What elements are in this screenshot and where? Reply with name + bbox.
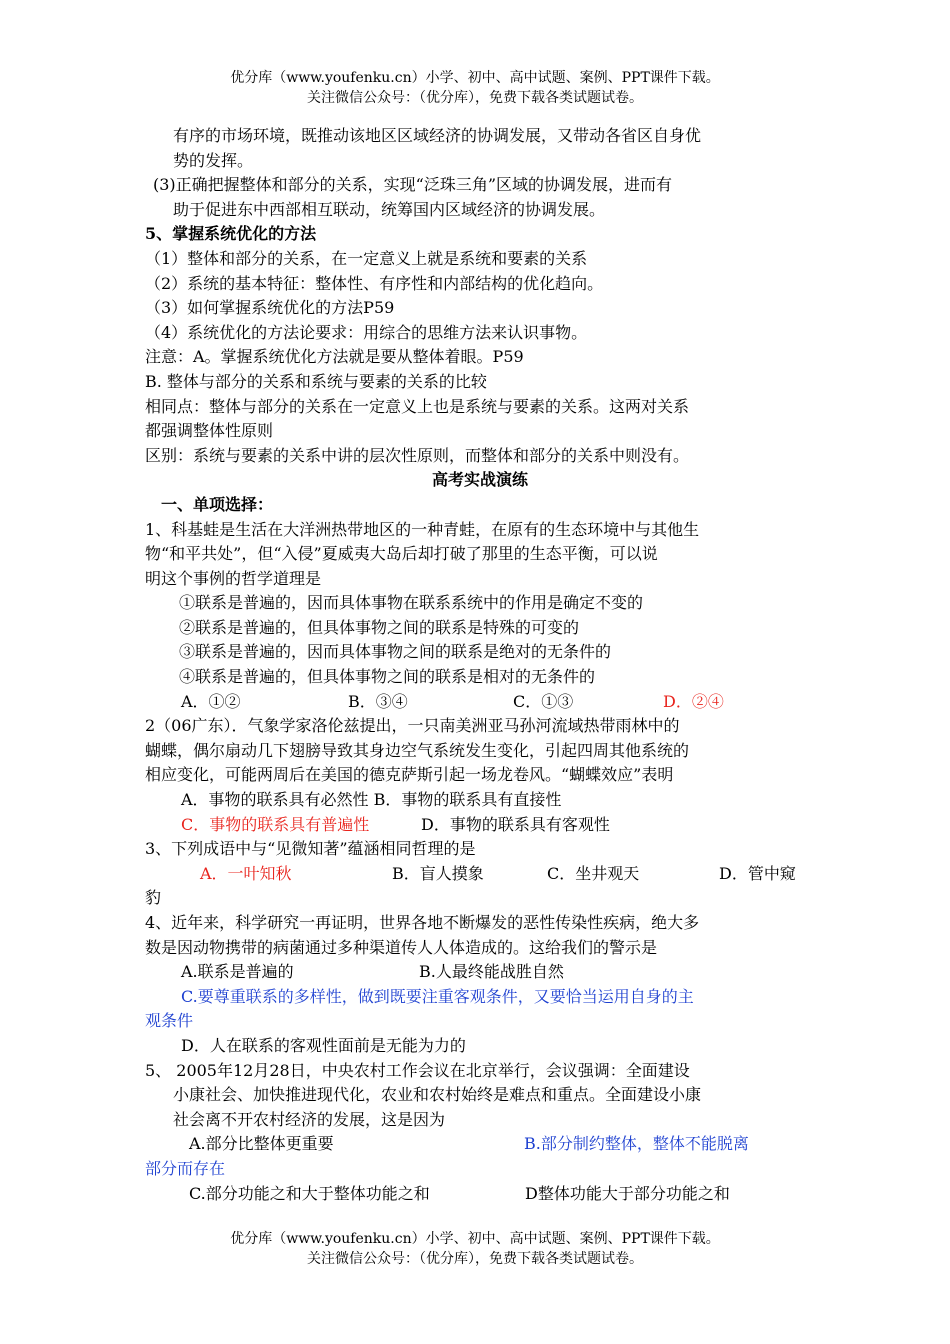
text-line: 相同点：整体与部分的关系在一定意义上也是系统与要素的关系。这两对关系	[145, 396, 690, 416]
question-2-line: 相应变化，可能两周后在美国的德克萨斯引起一场龙卷风。“蝴蝶效应”表明	[145, 765, 674, 785]
option-b: B．③④	[348, 691, 408, 711]
footer-line-1: 优分库（www.youfenku.cn）小学、初中、高中试题、案例、PPT课件下载。	[230, 1231, 720, 1247]
text-line: （4）系统优化的方法论要求：用综合的思维方法来认识事物。	[145, 322, 588, 342]
option-a-answer: A．一叶知秋	[200, 863, 292, 883]
option-b: B．盲人摸象	[392, 863, 484, 883]
question-4-line: 4、近年来，科学研究一再证明，世界各地不断爆发的恶性传染性疾病，绝大多	[145, 913, 700, 932]
footer-line-2: 关注微信公众号：（优分库），免费下载各类试题试卷。	[307, 1251, 643, 1267]
question-1-statement: ③联系是普遍的，因而具体事物之间的联系是绝对的无条件的	[179, 642, 612, 662]
question-1-line: 物“和平共处”，但“入侵”夏威夷大岛后却打破了那里的生态平衡，可以说	[145, 544, 658, 564]
option-a: A.联系是普遍的	[181, 962, 294, 982]
option-c-answer: C．事物的联系具有普遍性	[181, 814, 370, 834]
text-line: (3)正确把握整体和部分的关系，实现“泛珠三角”区域的协调发展，进而有	[153, 175, 673, 195]
text-line: （3）如何掌握系统优化的方法P59	[145, 298, 395, 318]
option-b-answer: B.部分制约整体，整体不能脱离	[524, 1134, 749, 1154]
text-line: （1）整体和部分的关系，在一定意义上就是系统和要素的关系	[145, 248, 588, 268]
header-line-1: 优分库（www.youfenku.cn）小学、初中、高中试题、案例、PPT课件下载。	[230, 70, 720, 86]
option-c-answer: C.要尊重联系的多样性，做到既要注重客观条件，又要恰当运用自身的主	[181, 986, 694, 1006]
option-d: D整体功能大于部分功能之和	[525, 1183, 730, 1203]
text-line: 有序的市场环境，既推动该地区区域经济的协调发展，又带动各省区自身优	[173, 126, 702, 145]
option-b-answer-wrap: 部分而存在	[145, 1158, 226, 1178]
exercise-subtitle: 一、单项选择：	[161, 494, 274, 514]
page-footer	[0, 1229, 950, 1269]
option-d: D．事物的联系具有客观性	[421, 814, 610, 834]
question-3-wrap: 豹	[145, 888, 162, 908]
question-5-line: 5、 2005年12月28日，中央农村工作会议在北京举行，会议强调：全面建设	[145, 1060, 690, 1080]
text-line: 都强调整体性原则	[145, 421, 274, 441]
text-line: 助于促进东中西部相互联动，统筹国内区域经济的协调发展。	[173, 199, 606, 219]
question-3-options	[145, 862, 815, 887]
page-header	[0, 68, 950, 108]
question-2-options-ab: A．事物的联系具有必然性 B．事物的联系具有直接性	[181, 790, 562, 810]
question-2-line: 2（06广东）．气象学家洛伦兹提出，一只南美洲亚马孙河流域热带雨林中的	[145, 716, 680, 736]
question-1-statement: ④联系是普遍的，但具体事物之间的联系是相对的无条件的	[179, 667, 596, 687]
option-d: D．人在联系的客观性面前是无能为力的	[181, 1035, 466, 1055]
text-line: （2）系统的基本特征：整体性、有序性和内部结构的优化趋向。	[145, 273, 604, 293]
option-c-answer-wrap: 观条件	[145, 1011, 194, 1031]
question-2-options-cd	[145, 813, 815, 838]
exercise-title: 高考实战演练	[431, 470, 528, 490]
document-body	[145, 124, 815, 1206]
question-1-options	[145, 690, 815, 715]
option-a: A．①②	[181, 691, 241, 711]
option-a: A.部分比整体更重要	[189, 1134, 334, 1154]
question-2-line: 蝴蝶，偶尔扇动几下翅膀导致其身边空气系统发生变化，引起四周其他系统的	[145, 740, 690, 760]
text-line: B. 整体与部分的关系和系统与要素的关系的比较	[145, 371, 487, 391]
section-heading: 5、掌握系统优化的方法	[145, 224, 317, 244]
question-1-line: 明这个事例的哲学道理是	[145, 568, 322, 588]
question-4-line: 数是因动物携带的病菌通过多种渠道传人人体造成的。这给我们的警示是	[145, 937, 658, 957]
option-c: C．坐井观天	[547, 863, 640, 883]
question-5-line: 小康社会、加快推进现代化，农业和农村始终是难点和重点。全面建设小康	[173, 1085, 702, 1105]
option-d: D．管中窥	[719, 863, 796, 883]
option-c: C.部分功能之和大于整体功能之和	[189, 1183, 430, 1203]
text-line: 势的发挥。	[173, 150, 254, 170]
option-c: C．①③	[513, 691, 574, 711]
question-5-line: 社会离不开农村经济的发展，这是因为	[173, 1109, 446, 1129]
question-4-options-ab	[145, 960, 815, 985]
option-d-answer: D．②④	[663, 691, 724, 711]
question-1-statement: ①联系是普遍的，因而具体事物在联系系统中的作用是确定不变的	[179, 593, 644, 613]
text-line: 注意：A。掌握系统优化方法就是要从整体着眼。P59	[145, 347, 524, 367]
question-1-line: 1、科基蛙是生活在大洋洲热带地区的一种青蛙，在原有的生态环境中与其他生	[145, 519, 700, 539]
question-1-statement: ②联系是普遍的，但具体事物之间的联系是特殊的可变的	[179, 617, 580, 637]
header-line-2: 关注微信公众号：（优分库），免费下载各类试题试卷。	[307, 90, 643, 106]
question-5-options-cd	[145, 1182, 815, 1207]
option-b: B.人最终能战胜自然	[419, 962, 564, 982]
question-5-options-ab	[145, 1132, 815, 1157]
text-line: 区别：系统与要素的关系中讲的层次性原则，而整体和部分的关系中则没有。	[145, 445, 690, 465]
question-3-line: 3、下列成语中与“见微知著”蕴涵相同哲理的是	[145, 839, 476, 859]
